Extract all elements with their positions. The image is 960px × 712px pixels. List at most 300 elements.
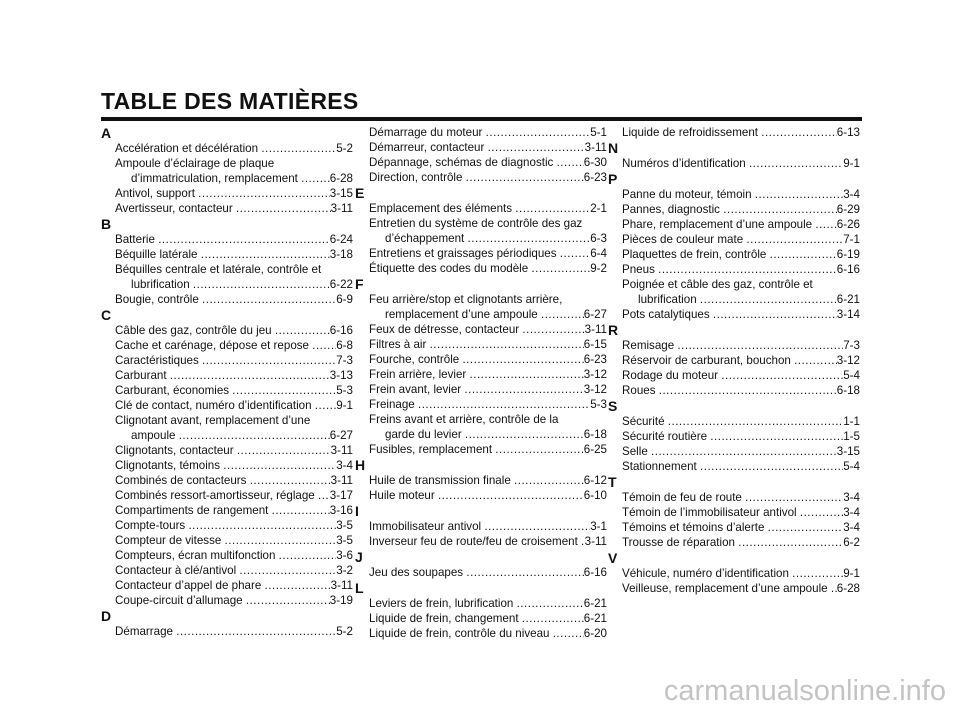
entry-text: Feu arrière/stop et clignotants arrière, bbox=[369, 293, 563, 306]
page-number: 3-5 bbox=[336, 534, 353, 547]
dot-leader bbox=[176, 624, 336, 639]
entry-text: Trousse de réparation bbox=[622, 536, 739, 549]
index-entry bbox=[355, 519, 607, 534]
entry-text: Caractéristiques bbox=[115, 354, 202, 367]
page-number: 3-12 bbox=[836, 354, 860, 367]
entry-text: Liquide de refroidissement bbox=[622, 126, 762, 139]
entry-text: Fourche, contrôle bbox=[369, 353, 463, 366]
index-entry bbox=[101, 533, 353, 548]
entry-text: ampoule bbox=[131, 429, 179, 442]
entry-text: Combinés de contacteurs bbox=[115, 474, 250, 487]
entry-text: Frein arrière, levier bbox=[369, 368, 470, 381]
page-number: 6-24 bbox=[329, 233, 353, 246]
page-number: 3-11 bbox=[584, 141, 607, 154]
page-number: 7-1 bbox=[843, 233, 860, 246]
index-entry bbox=[608, 490, 860, 505]
dot-leader bbox=[232, 383, 336, 398]
dot-leader bbox=[225, 533, 337, 548]
entry-text: Huile de transmission finale bbox=[369, 474, 514, 487]
entry-text: d’immatriculation, remplacement bbox=[131, 172, 302, 185]
page-number: 3-11 bbox=[584, 323, 607, 336]
dot-leader bbox=[794, 353, 837, 368]
page-number: 1-1 bbox=[843, 415, 860, 428]
entry-text: Fusibles, remplacement bbox=[369, 443, 496, 456]
index-entry bbox=[355, 155, 607, 170]
entry-text: Freinage bbox=[369, 398, 418, 411]
dot-leader bbox=[170, 368, 330, 383]
entry-text: Roues bbox=[622, 384, 659, 397]
page-number: 5-4 bbox=[843, 369, 860, 382]
entry-text: Ampoule d’éclairage de plaque bbox=[115, 157, 275, 170]
page-number: 3-15 bbox=[329, 187, 353, 200]
page-title: TABLE DES MATIÈRES bbox=[101, 88, 359, 114]
entry-text: Batterie bbox=[115, 233, 159, 246]
index-entry bbox=[355, 442, 607, 457]
dot-leader bbox=[223, 458, 336, 473]
page-number: 7-3 bbox=[336, 354, 353, 367]
dot-leader bbox=[517, 596, 584, 611]
dot-leader bbox=[239, 563, 336, 578]
index-entry bbox=[355, 125, 607, 140]
entry-text: Démarrage du moteur bbox=[369, 126, 486, 139]
section-letter: P bbox=[608, 171, 618, 187]
index-entry bbox=[608, 566, 860, 581]
index-entry bbox=[101, 488, 353, 503]
index-entry bbox=[101, 368, 353, 383]
dot-leader bbox=[198, 186, 330, 201]
dot-leader bbox=[202, 292, 336, 307]
index-entry bbox=[608, 202, 860, 217]
entry-text: Remisage bbox=[622, 339, 678, 352]
index-entry bbox=[101, 171, 353, 186]
page-number: 6-18 bbox=[583, 428, 607, 441]
entry-text: Frein avant, levier bbox=[369, 383, 465, 396]
entry-text: Compte-tours bbox=[115, 519, 189, 532]
page-number: 6-26 bbox=[836, 218, 860, 231]
page-number: 5-3 bbox=[590, 398, 607, 411]
section-letter: D bbox=[101, 608, 112, 624]
entry-text: Coupe-circuit d’allumage bbox=[115, 594, 246, 607]
page-number: 6-22 bbox=[329, 278, 353, 291]
index-entry bbox=[608, 459, 860, 474]
dot-leader bbox=[659, 383, 837, 398]
dot-leader bbox=[658, 262, 837, 277]
dot-leader bbox=[514, 473, 584, 488]
page-number: 3-4 bbox=[843, 521, 860, 534]
index-entry bbox=[355, 337, 607, 352]
entry-text: Carburant bbox=[115, 369, 170, 382]
entry-text: Pièces de couleur mate bbox=[622, 233, 747, 246]
entry-text: Selle bbox=[622, 445, 652, 458]
index-entry bbox=[608, 353, 860, 368]
page-number: 6-23 bbox=[583, 353, 607, 366]
dot-leader bbox=[746, 232, 843, 247]
index-entry bbox=[608, 187, 860, 202]
section-letter: T bbox=[608, 474, 617, 490]
index-entry bbox=[355, 382, 607, 397]
dot-leader bbox=[515, 201, 590, 216]
page-number: 1-5 bbox=[843, 430, 860, 443]
index-column-3 bbox=[608, 125, 860, 596]
index-entry bbox=[608, 247, 860, 262]
dot-leader bbox=[438, 488, 584, 503]
page-number: 6-16 bbox=[329, 324, 353, 337]
entry-text: Leviers de frein, lubrification bbox=[369, 597, 517, 610]
dot-leader bbox=[745, 490, 843, 505]
index-entry bbox=[101, 262, 353, 277]
section-letter: J bbox=[355, 549, 363, 565]
dot-leader bbox=[464, 382, 583, 397]
index-entry bbox=[608, 414, 860, 429]
page-number: 6-3 bbox=[590, 232, 607, 245]
index-entry bbox=[355, 261, 607, 276]
entry-text: Inverseur feu de route/feu de croisement bbox=[369, 535, 582, 548]
section-letter: R bbox=[608, 322, 619, 338]
entry-text: remplacement d’une ampoule bbox=[385, 308, 541, 321]
entry-text: Clignotants, contacteur bbox=[115, 444, 237, 457]
dot-leader bbox=[721, 368, 843, 383]
dot-leader bbox=[315, 398, 336, 413]
page-number: 9-1 bbox=[843, 567, 860, 580]
entry-text: Cache et carénage, dépose et repose bbox=[115, 339, 313, 352]
section-letter: E bbox=[355, 185, 365, 201]
index-entry bbox=[355, 201, 607, 216]
dot-leader bbox=[486, 125, 591, 140]
index-entry bbox=[355, 322, 607, 337]
entry-text: Bougie, contrôle bbox=[115, 293, 203, 306]
page-number: 6-21 bbox=[583, 612, 607, 625]
dot-leader bbox=[261, 141, 336, 156]
index-entry bbox=[608, 520, 860, 535]
entry-text: d’échappement bbox=[385, 232, 468, 245]
index-entry bbox=[608, 505, 860, 520]
page-number: 6-18 bbox=[836, 384, 860, 397]
index-entry bbox=[355, 367, 607, 382]
page-number: 3-4 bbox=[843, 491, 860, 504]
page-number: 6-23 bbox=[583, 171, 607, 184]
entry-text: Entretien du système de contrôle des gaz bbox=[369, 217, 583, 230]
dot-leader bbox=[522, 611, 584, 626]
entry-text: Panne du moteur, témoin bbox=[622, 188, 755, 201]
page-number: 3-4 bbox=[336, 459, 353, 472]
index-entry bbox=[355, 412, 607, 427]
page-number: 3-4 bbox=[843, 506, 860, 519]
page-number: 6-21 bbox=[836, 293, 860, 306]
dot-leader bbox=[201, 247, 330, 262]
entry-text: Pots catalytiques bbox=[622, 308, 713, 321]
page-number: 3-4 bbox=[843, 188, 860, 201]
index-entry bbox=[608, 368, 860, 383]
entry-text: Numéros d’identification bbox=[622, 157, 749, 170]
entry-text: Carburant, économies bbox=[115, 384, 233, 397]
index-entry bbox=[101, 186, 353, 201]
index-entry bbox=[101, 413, 353, 428]
entry-text: Clignotants, témoins bbox=[115, 459, 224, 472]
dot-leader bbox=[484, 519, 590, 534]
page-number: 6-28 bbox=[329, 172, 353, 185]
dot-leader bbox=[792, 566, 843, 581]
entry-text: Compteurs, écran multifonction bbox=[115, 549, 279, 562]
entry-text: Démarrage bbox=[115, 625, 177, 638]
index-entry bbox=[355, 231, 607, 246]
page-number: 6-27 bbox=[329, 429, 353, 442]
section-letter: N bbox=[608, 140, 619, 156]
section-letter: B bbox=[101, 216, 112, 232]
page-number: 3-12 bbox=[583, 368, 607, 381]
page-number: 6-13 bbox=[836, 126, 860, 139]
entry-text: Avertisseur, contacteur bbox=[115, 202, 236, 215]
index-entry bbox=[355, 611, 607, 626]
page-number: 3-1 bbox=[590, 520, 607, 533]
page-number: 3-15 bbox=[836, 445, 860, 458]
page-number: 3-2 bbox=[336, 564, 353, 577]
dot-leader bbox=[279, 548, 337, 563]
page-number: 3-16 bbox=[329, 504, 353, 517]
index-entry bbox=[355, 352, 607, 367]
index-entry bbox=[355, 473, 607, 488]
page-number: 6-4 bbox=[590, 247, 607, 260]
page-number: 9-1 bbox=[336, 399, 353, 412]
page-number: 3-19 bbox=[329, 594, 353, 607]
dot-leader bbox=[466, 170, 584, 185]
entry-text: Filtres à air bbox=[369, 338, 430, 351]
page-number: 2-1 bbox=[590, 202, 607, 215]
dot-leader bbox=[749, 156, 843, 171]
index-entry bbox=[608, 338, 860, 353]
index-entry bbox=[101, 518, 353, 533]
index-entry bbox=[608, 383, 860, 398]
entry-text: Immobilisateur antivol bbox=[369, 520, 485, 533]
index-entry bbox=[101, 563, 353, 578]
section-letter: L bbox=[355, 580, 364, 596]
entry-text: Combinés ressort-amortisseur, réglage bbox=[115, 489, 318, 502]
entry-text: Direction, contrôle bbox=[369, 171, 466, 184]
dot-leader bbox=[553, 626, 584, 641]
index-entry bbox=[355, 534, 607, 549]
entry-text: lubrification bbox=[131, 278, 193, 291]
page-number: 3-11 bbox=[584, 535, 607, 548]
dot-leader bbox=[495, 442, 583, 457]
entry-text: Feux de détresse, contacteur bbox=[369, 323, 523, 336]
entry-text: Témoin de l’immobilisateur antivol bbox=[622, 506, 800, 519]
entry-text: Témoin de feu de route bbox=[622, 491, 746, 504]
section-letter: A bbox=[101, 125, 112, 141]
dot-leader bbox=[465, 427, 584, 442]
page-number: 6-30 bbox=[583, 156, 607, 169]
page-number: 6-9 bbox=[336, 293, 353, 306]
index-entry bbox=[101, 578, 353, 593]
dot-leader bbox=[466, 565, 583, 580]
dot-leader bbox=[815, 217, 836, 232]
dot-leader bbox=[800, 505, 843, 520]
index-entry bbox=[608, 262, 860, 277]
page-number: 3-11 bbox=[330, 474, 353, 487]
entry-text: Accélération et décélération bbox=[115, 142, 262, 155]
dot-leader bbox=[522, 322, 584, 337]
page-number: 3-11 bbox=[330, 444, 353, 457]
index-entry bbox=[608, 581, 860, 596]
index-entry bbox=[608, 535, 860, 550]
entry-text: Véhicule, numéro d’identification bbox=[622, 567, 793, 580]
dot-leader bbox=[560, 246, 590, 261]
section-letter: F bbox=[355, 276, 364, 292]
dot-leader bbox=[462, 352, 583, 367]
index-entry bbox=[355, 216, 607, 231]
dot-leader bbox=[700, 292, 837, 307]
page-number: 6-28 bbox=[836, 582, 860, 595]
index-entry bbox=[355, 307, 607, 322]
dot-leader bbox=[418, 397, 590, 412]
dot-leader bbox=[202, 353, 336, 368]
entry-text: Sécurité bbox=[622, 415, 668, 428]
dot-leader bbox=[755, 187, 843, 202]
page-number: 3-17 bbox=[329, 489, 353, 502]
page-number: 3-5 bbox=[336, 519, 353, 532]
dot-leader bbox=[179, 428, 330, 443]
index-entry bbox=[101, 277, 353, 292]
index-entry bbox=[101, 141, 353, 156]
index-entry bbox=[608, 277, 860, 292]
index-entry bbox=[101, 247, 353, 262]
index-entry bbox=[355, 488, 607, 503]
page-number: 5-1 bbox=[590, 126, 607, 139]
entry-text: Huile moteur bbox=[369, 489, 438, 502]
page-number: 6-27 bbox=[583, 308, 607, 321]
page-number: 6-8 bbox=[336, 339, 353, 352]
page-number: 6-10 bbox=[583, 489, 607, 502]
entry-text: Dépannage, schémas de diagnostic bbox=[369, 156, 557, 169]
index-entry bbox=[355, 140, 607, 155]
dot-leader bbox=[188, 518, 336, 533]
entry-text: Phare, remplacement d’une ampoule bbox=[622, 218, 816, 231]
dot-leader bbox=[272, 503, 330, 518]
dot-leader bbox=[468, 231, 591, 246]
dot-leader bbox=[668, 414, 843, 429]
entry-text: Rodage du moteur bbox=[622, 369, 722, 382]
entry-text: Câble des gaz, contrôle du jeu bbox=[115, 324, 275, 337]
entry-text: Pannes, diagnostic bbox=[622, 203, 724, 216]
page-number: 5-3 bbox=[336, 384, 353, 397]
entry-text: lubrification bbox=[638, 293, 700, 306]
page-number: 6-16 bbox=[583, 566, 607, 579]
page-number: 6-16 bbox=[836, 263, 860, 276]
entry-text: Jeu des soupapes bbox=[369, 566, 467, 579]
page-number: 6-2 bbox=[843, 536, 860, 549]
entry-text: Poignée et câble des gaz, contrôle et bbox=[622, 278, 813, 291]
title-rule bbox=[101, 117, 862, 121]
index-entry bbox=[101, 428, 353, 443]
index-entry bbox=[101, 458, 353, 473]
page-number: 6-25 bbox=[583, 443, 607, 456]
page-number: 3-11 bbox=[330, 202, 353, 215]
page-number: 6-29 bbox=[836, 203, 860, 216]
entry-text: Compartiments de rangement bbox=[115, 504, 272, 517]
page-number: 6-20 bbox=[583, 627, 607, 640]
index-column-1 bbox=[101, 125, 353, 639]
entry-text: Entretiens et graissages périodiques bbox=[369, 247, 560, 260]
index-entry bbox=[101, 232, 353, 247]
dot-leader bbox=[531, 261, 590, 276]
dot-leader bbox=[250, 473, 331, 488]
page-number: 9-1 bbox=[843, 157, 860, 170]
dot-leader bbox=[557, 155, 584, 170]
index-entry bbox=[101, 473, 353, 488]
dot-leader bbox=[768, 520, 844, 535]
entry-text: Liquide de frein, changement bbox=[369, 612, 522, 625]
page-number: 3-13 bbox=[329, 369, 353, 382]
entry-text: Étiquette des codes du modèle bbox=[369, 262, 532, 275]
index-entry bbox=[608, 125, 860, 140]
dot-leader bbox=[193, 277, 330, 292]
entry-text: Témoins et témoins d’alerte bbox=[622, 521, 768, 534]
index-entry bbox=[101, 383, 353, 398]
index-entry bbox=[101, 624, 353, 639]
dot-leader bbox=[651, 444, 837, 459]
index-entry bbox=[608, 429, 860, 444]
section-letter: S bbox=[608, 398, 618, 414]
entry-text: Pneus bbox=[622, 263, 659, 276]
index-entry bbox=[101, 201, 353, 216]
dot-leader bbox=[713, 307, 837, 322]
section-letter: C bbox=[101, 307, 112, 323]
page-number: 6-19 bbox=[836, 248, 860, 261]
page-number: 6-21 bbox=[583, 597, 607, 610]
index-entry bbox=[608, 232, 860, 247]
dot-leader bbox=[246, 593, 330, 608]
dot-leader bbox=[301, 171, 330, 186]
page-number: 6-15 bbox=[583, 338, 607, 351]
page-number: 3-11 bbox=[330, 579, 353, 592]
dot-leader bbox=[541, 307, 584, 322]
entry-text: Béquilles centrale et latérale, contrôle et bbox=[115, 263, 322, 276]
page-number: 3-14 bbox=[836, 308, 860, 321]
index-entry bbox=[608, 307, 860, 322]
dot-leader bbox=[677, 338, 843, 353]
index-entry bbox=[101, 292, 353, 307]
dot-leader bbox=[710, 429, 843, 444]
entry-text: Compteur de vitesse bbox=[115, 534, 225, 547]
entry-text: Freins avant et arrière, contrôle de la bbox=[369, 413, 559, 426]
entry-text: Stationnement bbox=[622, 460, 700, 473]
index-entry bbox=[608, 292, 860, 307]
dot-leader bbox=[430, 337, 584, 352]
dot-leader bbox=[312, 338, 336, 353]
page-number: 6-12 bbox=[583, 474, 607, 487]
page-number: 7-3 bbox=[843, 339, 860, 352]
entry-text: Sécurité routière bbox=[622, 430, 711, 443]
watermark: carmanualsonline.info bbox=[663, 675, 946, 707]
index-entry bbox=[101, 503, 353, 518]
page-number: 3-18 bbox=[329, 248, 353, 261]
page-number: 5-2 bbox=[336, 625, 353, 638]
dot-leader bbox=[275, 323, 330, 338]
index-entry bbox=[608, 156, 860, 171]
dot-leader bbox=[738, 535, 843, 550]
index-column-2 bbox=[355, 125, 607, 641]
index-entry bbox=[101, 398, 353, 413]
dot-leader bbox=[470, 367, 584, 382]
entry-text: Clé de contact, numéro d’identification bbox=[115, 399, 315, 412]
page-number: 5-4 bbox=[843, 460, 860, 473]
entry-text: Emplacement des éléments bbox=[369, 202, 516, 215]
page-number: 9-2 bbox=[590, 262, 607, 275]
index-entry bbox=[101, 443, 353, 458]
dot-leader bbox=[265, 578, 331, 593]
dot-leader bbox=[700, 459, 843, 474]
entry-text: Plaquettes de frein, contrôle bbox=[622, 248, 770, 261]
section-letter: I bbox=[355, 503, 359, 519]
index-entry bbox=[355, 170, 607, 185]
